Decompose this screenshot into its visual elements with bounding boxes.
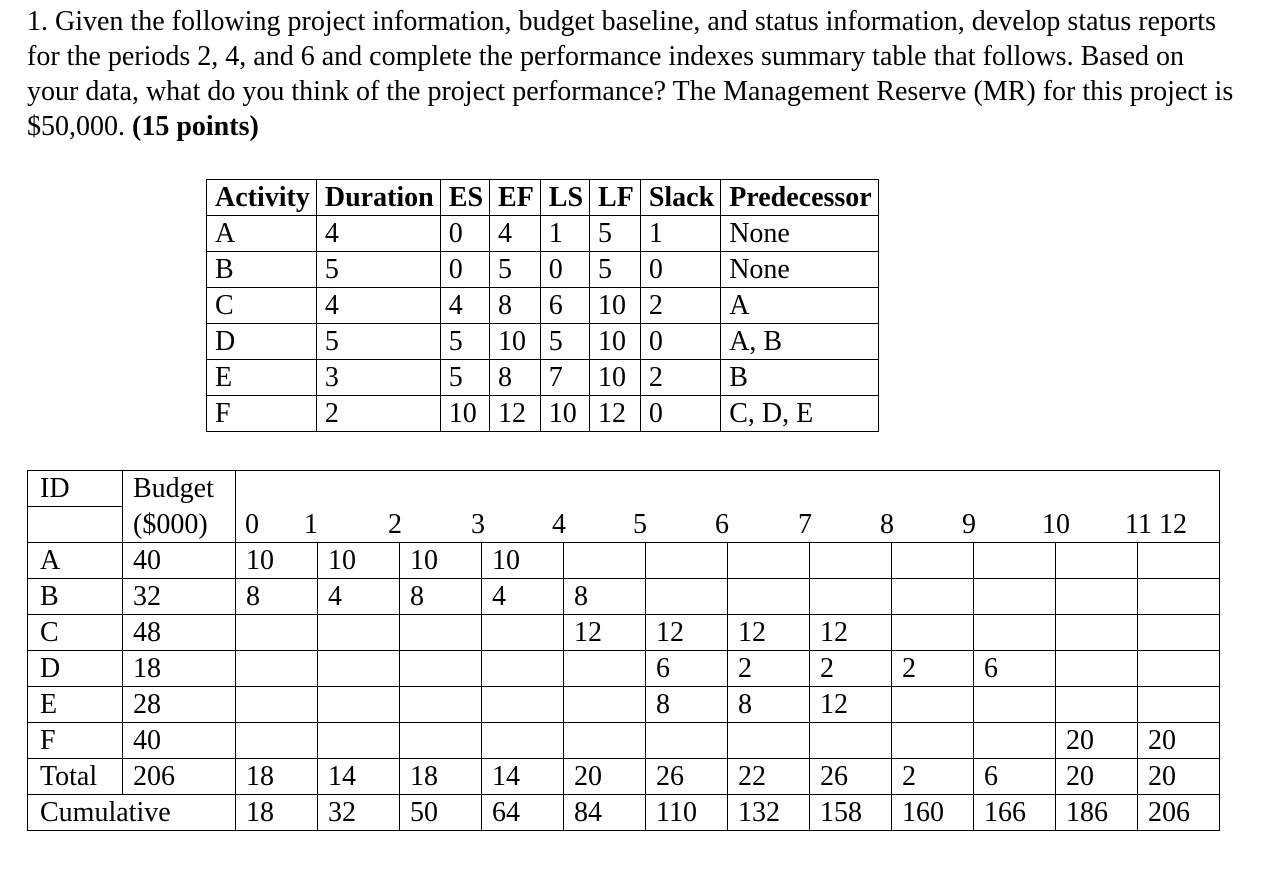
- period-value: 6: [974, 651, 1056, 687]
- activity-cell: 12: [490, 396, 541, 432]
- id-header-spacer: [28, 507, 123, 543]
- period-label: 5: [633, 509, 647, 540]
- activity-row: [207, 252, 879, 288]
- period-value: 2: [810, 651, 892, 687]
- activity-col-header: LS: [540, 180, 589, 216]
- period-value: [1138, 651, 1220, 687]
- question-body: 1. Given the following project information, budget baseline, and status information, develop status reports for the periods 2, 4, and 6 and complete the performance indexes summary table that follows. Based on your data, what do you think of the project performance? The Management Reserve (MR) for this project is $50,000.: [27, 6, 1234, 142]
- cumulative-value: 186: [1056, 795, 1138, 831]
- period-value: [646, 723, 728, 759]
- activity-row: [207, 324, 879, 360]
- period-value: [1056, 615, 1138, 651]
- period-value: 12: [728, 615, 810, 651]
- budget-row: [28, 723, 1220, 759]
- total-value: 20: [1056, 759, 1138, 795]
- period-value: [810, 723, 892, 759]
- period-label-row: [28, 507, 1220, 543]
- period-header-spacer: [236, 471, 1220, 507]
- activity-cell: B: [207, 252, 317, 288]
- activity-cell: 10: [590, 324, 641, 360]
- activity-cell: F: [207, 396, 317, 432]
- period-value: [564, 651, 646, 687]
- total-budget: 206: [123, 759, 236, 795]
- period-value: 2: [892, 651, 974, 687]
- period-value: [318, 615, 400, 651]
- activity-row: [207, 360, 879, 396]
- budget-header-line2: ($000): [123, 507, 236, 543]
- activity-cell: 10: [590, 288, 641, 324]
- period-value: [892, 687, 974, 723]
- period-value: [400, 723, 482, 759]
- activity-col-header: Activity: [207, 180, 317, 216]
- period-value: [974, 543, 1056, 579]
- period-value: [728, 579, 810, 615]
- period-value: [728, 543, 810, 579]
- activity-col-header: ES: [440, 180, 489, 216]
- id-header: ID: [28, 471, 123, 507]
- activity-cell: A: [207, 216, 317, 252]
- activity-cell: 5: [490, 252, 541, 288]
- period-value: [564, 687, 646, 723]
- period-value: 20: [1138, 723, 1220, 759]
- period-value: [482, 615, 564, 651]
- cumulative-value: 64: [482, 795, 564, 831]
- period-value: [728, 723, 810, 759]
- activity-budget: 40: [123, 723, 236, 759]
- period-label: 11 12: [1125, 509, 1187, 540]
- total-value: 18: [236, 759, 318, 795]
- period-value: [318, 723, 400, 759]
- period-value: [646, 579, 728, 615]
- activity-col-header: Slack: [640, 180, 720, 216]
- question-text: [27, 4, 1242, 144]
- total-value: 14: [482, 759, 564, 795]
- cumulative-value: 132: [728, 795, 810, 831]
- period-label: 0: [245, 509, 259, 540]
- period-value: 8: [564, 579, 646, 615]
- period-value: 10: [318, 543, 400, 579]
- period-value: [482, 651, 564, 687]
- period-value: [400, 651, 482, 687]
- period-value: 4: [482, 579, 564, 615]
- period-label: 7: [798, 509, 812, 540]
- total-value: 22: [728, 759, 810, 795]
- period-value: [1056, 543, 1138, 579]
- period-value: [236, 651, 318, 687]
- activity-id: A: [28, 543, 123, 579]
- total-value: 26: [810, 759, 892, 795]
- period-value: [1056, 687, 1138, 723]
- activity-cell: 5: [440, 324, 489, 360]
- activity-cell: 5: [440, 360, 489, 396]
- period-value: [974, 615, 1056, 651]
- period-value: [810, 579, 892, 615]
- period-label: 10: [1042, 509, 1070, 540]
- activity-cell: 10: [590, 360, 641, 396]
- activity-cell: E: [207, 360, 317, 396]
- cumulative-value: 50: [400, 795, 482, 831]
- activity-cell: 0: [440, 252, 489, 288]
- cumulative-value: 18: [236, 795, 318, 831]
- period-value: [564, 543, 646, 579]
- activity-cell: C: [207, 288, 317, 324]
- question-points: (15 points): [132, 111, 259, 142]
- activity-cell: 0: [640, 324, 720, 360]
- activity-cell: A, B: [721, 324, 879, 360]
- cumulative-label: Cumulative: [28, 795, 236, 831]
- total-value: 26: [646, 759, 728, 795]
- budget-row: [28, 615, 1220, 651]
- activity-cell: 4: [316, 216, 440, 252]
- total-label: Total: [28, 759, 123, 795]
- period-value: [1138, 687, 1220, 723]
- period-value: 8: [236, 579, 318, 615]
- period-value: 6: [646, 651, 728, 687]
- period-value: [236, 723, 318, 759]
- period-value: 8: [400, 579, 482, 615]
- period-label: 8: [880, 509, 894, 540]
- activity-row: [207, 396, 879, 432]
- activity-id: B: [28, 579, 123, 615]
- activity-cell: 2: [316, 396, 440, 432]
- activity-cell: 0: [640, 252, 720, 288]
- period-value: [236, 687, 318, 723]
- cumulative-value: 166: [974, 795, 1056, 831]
- cumulative-value: 206: [1138, 795, 1220, 831]
- total-value: 20: [1138, 759, 1220, 795]
- activity-budget: 28: [123, 687, 236, 723]
- activity-cell: 5: [316, 324, 440, 360]
- total-value: 6: [974, 759, 1056, 795]
- activity-table-body: [207, 216, 879, 432]
- period-value: [892, 723, 974, 759]
- activity-col-header: Duration: [316, 180, 440, 216]
- activity-table: [206, 179, 879, 432]
- period-value: [236, 615, 318, 651]
- period-value: [1138, 615, 1220, 651]
- cumulative-value: 158: [810, 795, 892, 831]
- period-label: 3: [471, 509, 485, 540]
- activity-id: F: [28, 723, 123, 759]
- period-value: 4: [318, 579, 400, 615]
- total-row: [28, 759, 1220, 795]
- budget-row: [28, 579, 1220, 615]
- period-value: [1056, 579, 1138, 615]
- period-value: [482, 687, 564, 723]
- total-value: 20: [564, 759, 646, 795]
- activity-row: [207, 288, 879, 324]
- period-value: 12: [810, 687, 892, 723]
- total-value: 2: [892, 759, 974, 795]
- activity-cell: 10: [440, 396, 489, 432]
- activity-cell: A: [721, 288, 879, 324]
- period-value: 20: [1056, 723, 1138, 759]
- period-value: 10: [400, 543, 482, 579]
- activity-cell: 6: [540, 288, 589, 324]
- period-value: 8: [728, 687, 810, 723]
- activity-cell: 4: [316, 288, 440, 324]
- activity-cell: 5: [590, 216, 641, 252]
- activity-cell: 12: [590, 396, 641, 432]
- activity-cell: 10: [540, 396, 589, 432]
- period-value: [974, 687, 1056, 723]
- period-value: [1056, 651, 1138, 687]
- period-value: [482, 723, 564, 759]
- period-value: [892, 615, 974, 651]
- period-label: 4: [552, 509, 566, 540]
- activity-cell: 3: [316, 360, 440, 396]
- total-value: 14: [318, 759, 400, 795]
- period-value: [400, 687, 482, 723]
- budget-row: [28, 651, 1220, 687]
- activity-budget: 48: [123, 615, 236, 651]
- activity-cell: 5: [590, 252, 641, 288]
- activity-cell: B: [721, 360, 879, 396]
- activity-cell: 4: [440, 288, 489, 324]
- period-value: [892, 543, 974, 579]
- cumulative-value: 160: [892, 795, 974, 831]
- budget-header-line1: Budget: [123, 471, 236, 507]
- period-value: [318, 687, 400, 723]
- activity-id: D: [28, 651, 123, 687]
- activity-cell: 0: [540, 252, 589, 288]
- period-label: 6: [715, 509, 729, 540]
- period-value: [1138, 543, 1220, 579]
- period-labels: [236, 507, 1220, 543]
- total-value: 18: [400, 759, 482, 795]
- period-value: 2: [728, 651, 810, 687]
- activity-cell: 5: [540, 324, 589, 360]
- period-value: [400, 615, 482, 651]
- activity-row: [207, 216, 879, 252]
- activity-cell: C, D, E: [721, 396, 879, 432]
- period-value: [974, 579, 1056, 615]
- activity-cell: 2: [640, 360, 720, 396]
- period-value: [318, 651, 400, 687]
- activity-budget: 32: [123, 579, 236, 615]
- period-label: 2: [388, 509, 402, 540]
- cumulative-value: 110: [646, 795, 728, 831]
- budget-row: [28, 543, 1220, 579]
- activity-cell: 7: [540, 360, 589, 396]
- activity-cell: 1: [640, 216, 720, 252]
- period-value: [1138, 579, 1220, 615]
- budget-table: [27, 470, 1220, 831]
- activity-cell: 1: [540, 216, 589, 252]
- activity-cell: 0: [440, 216, 489, 252]
- period-label: 9: [962, 509, 976, 540]
- period-value: [892, 579, 974, 615]
- period-value: [810, 543, 892, 579]
- activity-cell: 8: [490, 360, 541, 396]
- cumulative-value: 84: [564, 795, 646, 831]
- activity-cell: 0: [640, 396, 720, 432]
- period-value: 8: [646, 687, 728, 723]
- period-value: [564, 723, 646, 759]
- activity-cell: 8: [490, 288, 541, 324]
- period-value: 12: [564, 615, 646, 651]
- period-label: 1: [304, 509, 318, 540]
- period-value: [646, 543, 728, 579]
- activity-budget: 18: [123, 651, 236, 687]
- activity-id: E: [28, 687, 123, 723]
- activity-col-header: LF: [590, 180, 641, 216]
- activity-cell: None: [721, 216, 879, 252]
- cumulative-row: [28, 795, 1220, 831]
- period-value: [974, 723, 1056, 759]
- activity-col-header: Predecessor: [721, 180, 879, 216]
- period-value: 12: [810, 615, 892, 651]
- budget-header-row: [28, 471, 1220, 507]
- period-value: 12: [646, 615, 728, 651]
- period-value: 10: [236, 543, 318, 579]
- budget-row: [28, 687, 1220, 723]
- period-value: 10: [482, 543, 564, 579]
- activity-cell: None: [721, 252, 879, 288]
- cumulative-value: 32: [318, 795, 400, 831]
- activity-header-row: [207, 180, 879, 216]
- activity-cell: 5: [316, 252, 440, 288]
- activity-cell: 4: [490, 216, 541, 252]
- activity-id: C: [28, 615, 123, 651]
- activity-cell: 10: [490, 324, 541, 360]
- activity-cell: D: [207, 324, 317, 360]
- activity-col-header: EF: [490, 180, 541, 216]
- activity-cell: 2: [640, 288, 720, 324]
- activity-budget: 40: [123, 543, 236, 579]
